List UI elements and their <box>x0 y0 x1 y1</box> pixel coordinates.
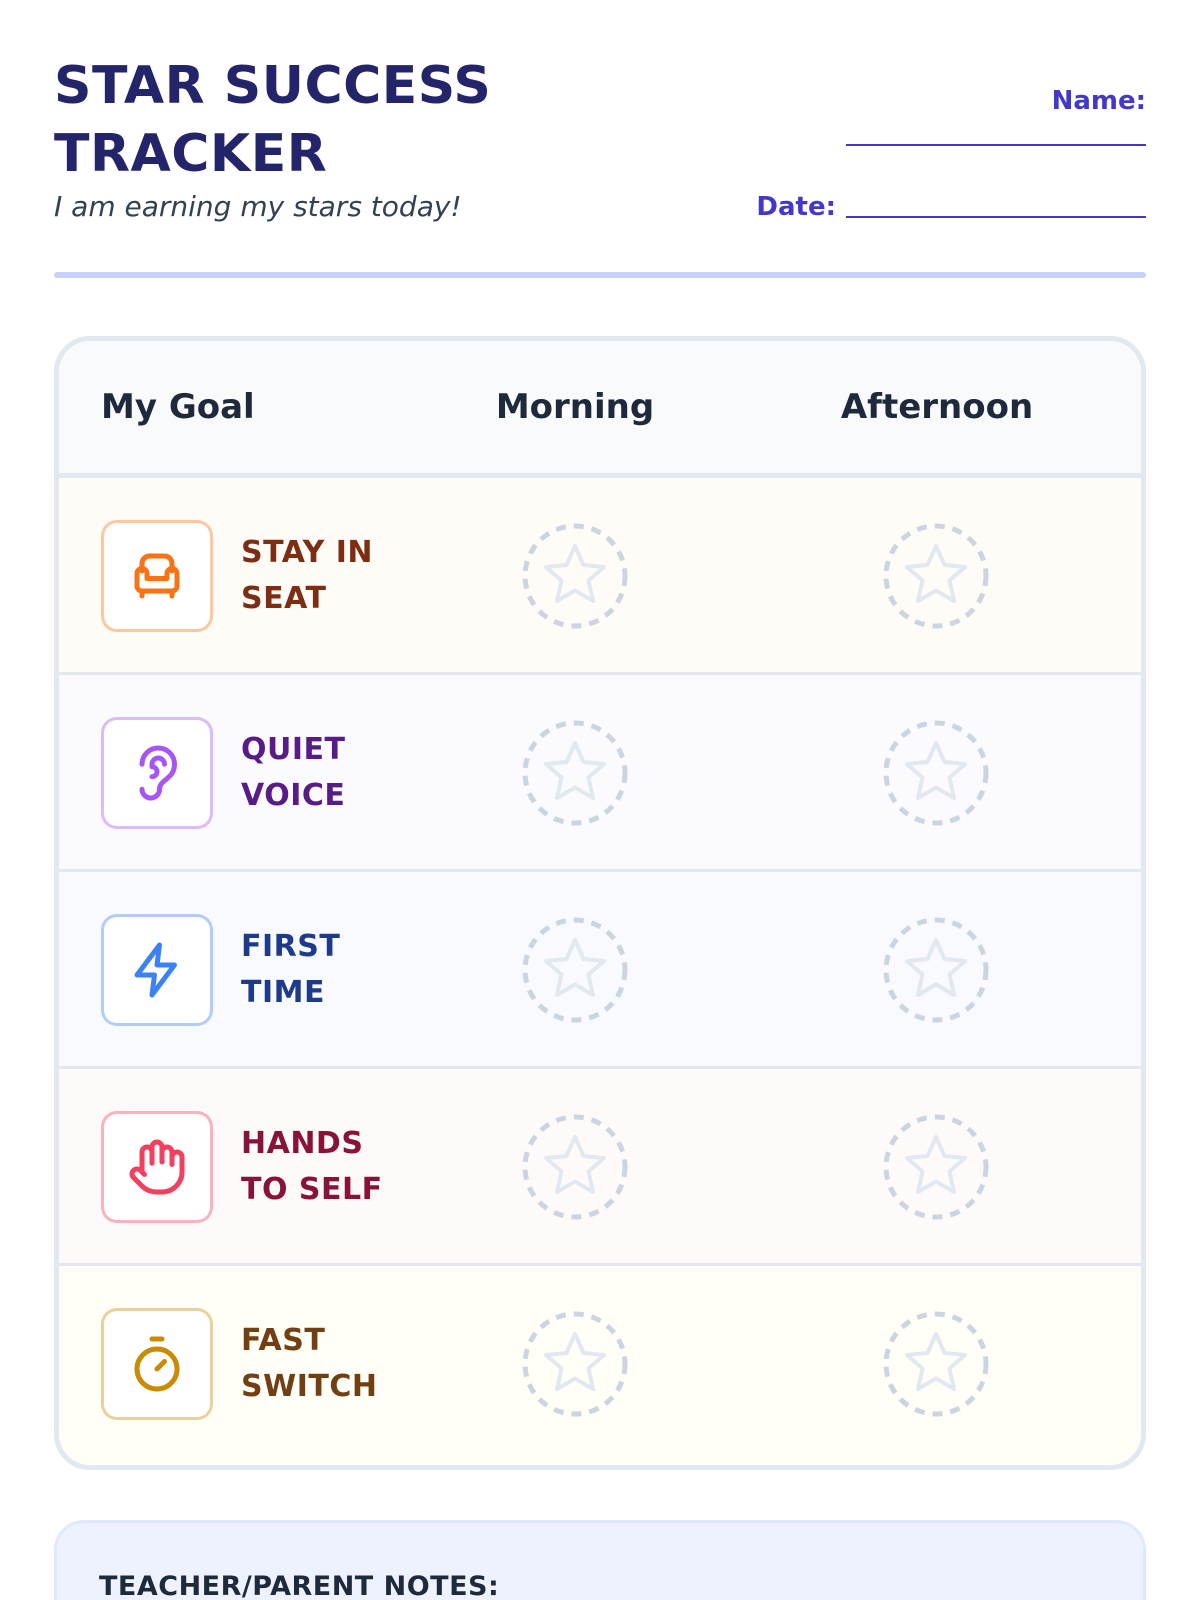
table-body <box>59 478 1141 1463</box>
star-morning-icon[interactable] <box>521 916 629 1024</box>
star-afternoon-icon[interactable] <box>882 916 990 1024</box>
header-divider <box>54 272 1146 278</box>
star-morning-icon[interactable] <box>521 1113 629 1221</box>
ear-icon <box>101 717 213 829</box>
goal-label <box>241 530 461 622</box>
date-label: Date: <box>756 192 836 222</box>
star-morning-icon[interactable] <box>521 719 629 827</box>
table-row <box>59 1069 1141 1266</box>
goal-label-line2: VOICE <box>241 778 346 813</box>
name-field[interactable] <box>846 144 1146 146</box>
page-subtitle: I am earning my stars today! <box>54 190 462 223</box>
goal-table <box>54 336 1146 1470</box>
goal-label-line1: QUIET <box>241 732 346 767</box>
goal-label <box>241 1121 461 1213</box>
star-afternoon-icon[interactable] <box>882 522 990 630</box>
goal-label <box>241 727 461 819</box>
name-label: Name: <box>1051 86 1146 116</box>
goal-label-line2: TO SELF <box>241 1172 383 1207</box>
star-afternoon-icon[interactable] <box>882 1113 990 1221</box>
column-header-goal: My Goal <box>101 387 255 427</box>
notes-box[interactable] <box>54 1520 1146 1600</box>
date-field[interactable] <box>846 216 1146 218</box>
table-row <box>59 675 1141 872</box>
goal-label-line1: FAST <box>241 1323 326 1358</box>
stopwatch-icon <box>101 1308 213 1420</box>
armchair-icon <box>101 520 213 632</box>
hand-icon <box>101 1111 213 1223</box>
table-row <box>59 478 1141 675</box>
goal-label <box>241 1318 461 1410</box>
lightning-icon <box>101 914 213 1026</box>
goal-label <box>241 924 461 1016</box>
star-morning-icon[interactable] <box>521 1310 629 1418</box>
table-row <box>59 1266 1141 1463</box>
table-header <box>59 341 1141 478</box>
page-title: STAR SUCCESS TRACKER <box>54 56 492 184</box>
goal-label-line2: SEAT <box>241 581 327 616</box>
column-header-morning: Morning <box>495 387 655 427</box>
notes-label: TEACHER/PARENT NOTES: <box>99 1571 500 1600</box>
star-morning-icon[interactable] <box>521 522 629 630</box>
goal-label-line2: TIME <box>241 975 325 1010</box>
goal-label-line1: STAY IN <box>241 535 374 570</box>
goal-label-line1: FIRST <box>241 929 341 964</box>
star-afternoon-icon[interactable] <box>882 1310 990 1418</box>
star-afternoon-icon[interactable] <box>882 719 990 827</box>
table-row <box>59 872 1141 1069</box>
header <box>54 52 1146 282</box>
goal-label-line2: SWITCH <box>241 1369 378 1404</box>
column-header-afternoon: Afternoon <box>840 387 1034 427</box>
goal-label-line1: HANDS <box>241 1126 364 1161</box>
